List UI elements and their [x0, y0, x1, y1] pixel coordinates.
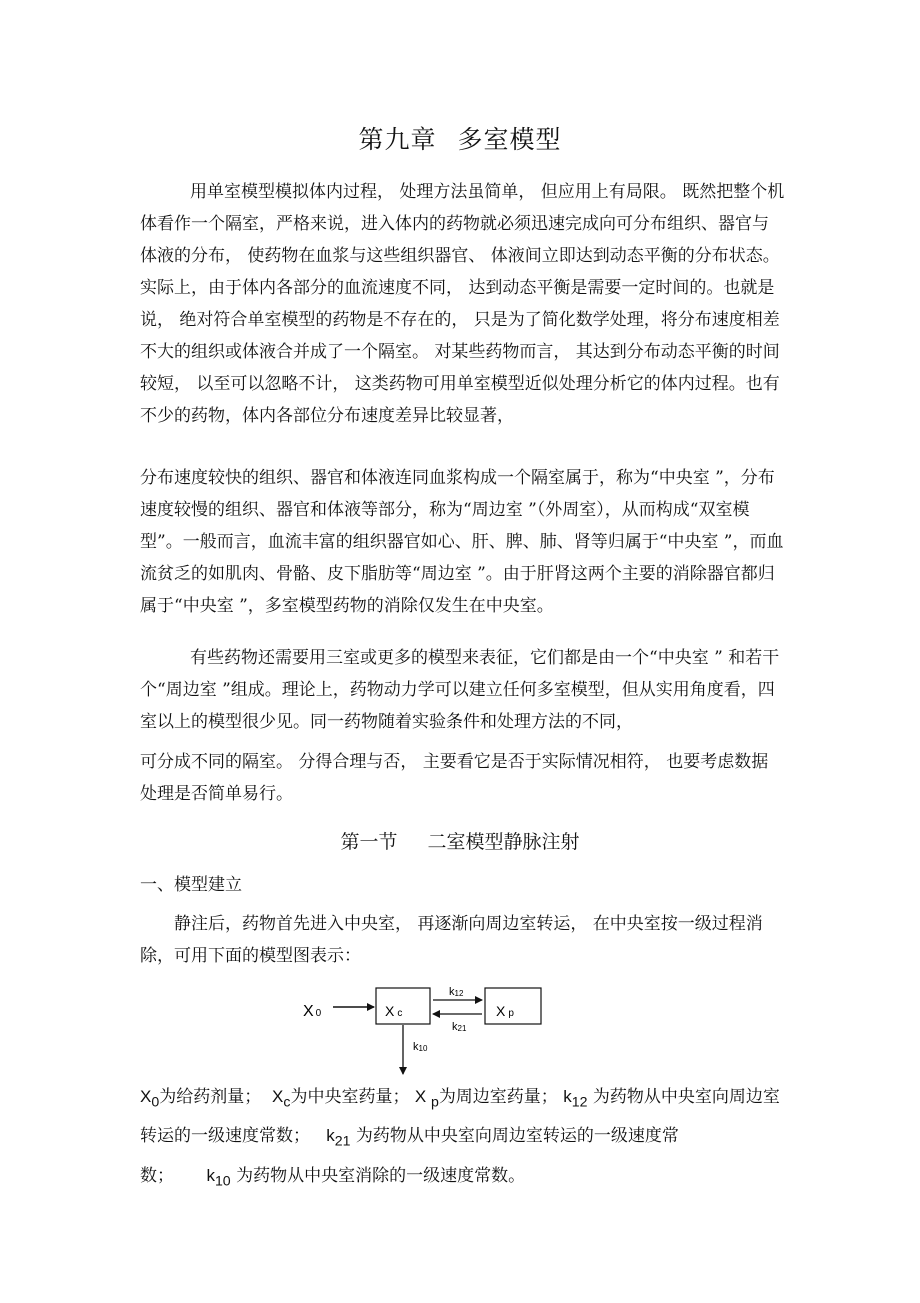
- k21-label: k21: [452, 1021, 467, 1033]
- model-paragraph: 静注后，药物首先进入中央室， 再逐渐向周边室转运， 在中央室按一级过程消除，可用下面的模型图表示：: [140, 914, 763, 966]
- legend-k12-desc: 为药物从中央室向周边室转运的一级速度常数；: [140, 1087, 780, 1147]
- section-title: [0, 827, 920, 854]
- legend-k21-desc: 为药物从中央室向周边室转运的一级速度常数；: [140, 1126, 679, 1186]
- section-label: 第一节: [340, 831, 398, 853]
- legend-xc-desc: 为中央室药量；: [290, 1087, 410, 1107]
- intro-paragraph-4: 可分成不同的隔室。 分得合理与否， 主要看它是否于实际情况相符， 也要考虑数据处理是否简单易行。: [140, 752, 769, 804]
- legend-xp-desc: 为周边室药量；: [438, 1087, 558, 1107]
- k10-label: k10: [413, 1041, 428, 1053]
- legend-k10-symbol: $k_{10}$: [206, 1165, 231, 1190]
- subheading: 一、模型建立: [140, 875, 242, 895]
- k12-label: k12: [449, 986, 464, 998]
- two-compartment-diagram: [295, 980, 555, 1080]
- intro-paragraph-1: 用单室模型模拟体内过程， 处理方法虽简单， 但应用上有局限。 既然把整个机体看作一个隔室，严格来说，进入体内的药物就必须迅速完成向可分布组织、器官与体液的分布， 使药物在血浆与这些组织器官、 体液间立即达到动态平衡的分布状态。实际上，由于体内各部分的血流速度不同， 达到动态平衡是需要一定时间的。也就是说， 绝对符合单室模型的药物是不存在的， 只是为了简化数学处理，将分布速度相差不大的组织或体液合并成了一个隔室。 对某些药物而言， 其达到分布动态平衡的时间较短， 以至可以忽略不计， 这类药物可用单室模型近似处理分析它的体内过程。也有不少的药物，体内各部位分布速度差异比较显著，: [140, 182, 785, 426]
- intro-paragraph-2: 分布速度较快的组织、器官和体液连同血浆构成一个隔室属于，称为“中央室 ”，分布速度较慢的组织、器官和体液等部分，称为“周边室 ”（外周室），从而构成“双室模型”。一般而言，血流丰富的组织器官如心、肝、脾、肺、肾等归属于“中央室 ”，而血流贫乏的如肌肉、骨骼、皮下脂肪等“周边室 ”。由于肝肾这两个主要的消除器官都归属于“中央室 ”，多室模型药物的消除仅发生在中央室。: [140, 468, 784, 616]
- xc-label: X c: [385, 1003, 403, 1019]
- legend-xc-symbol: $X_c$: [272, 1087, 291, 1111]
- chapter-title: [0, 120, 920, 156]
- section-name: 二室模型静脉注射: [427, 831, 580, 853]
- chapter-name: 多室模型: [457, 125, 562, 154]
- legend-x0-symbol: $X_0$: [140, 1087, 160, 1111]
- x0-label: X 0: [303, 1003, 322, 1020]
- legend-x0-desc: 为给药剂量；: [159, 1087, 262, 1107]
- legend-xp-symbol: X $_p$: [414, 1087, 439, 1111]
- intro-paragraph-3: 有些药物还需要用三室或更多的模型来表征，它们都是由一个“中央室 ” 和若干个“周边室 ”组成。理论上，药物动力学可以建立任何多室模型，但从实用角度看，四室以上的模型很少见。同一药物随着实验条件和处理方法的不同，: [140, 648, 780, 732]
- legend-k10-desc: 为药物从中央室消除的一级速度常数。: [236, 1165, 526, 1186]
- chapter-number: 第九章: [358, 125, 437, 154]
- legend-k12-symbol: $k_{12}$: [563, 1087, 588, 1111]
- symbol-legend: [140, 1080, 790, 1198]
- legend-k21-symbol: $k_{21}$: [326, 1126, 351, 1150]
- xp-label: X p: [496, 1003, 514, 1019]
